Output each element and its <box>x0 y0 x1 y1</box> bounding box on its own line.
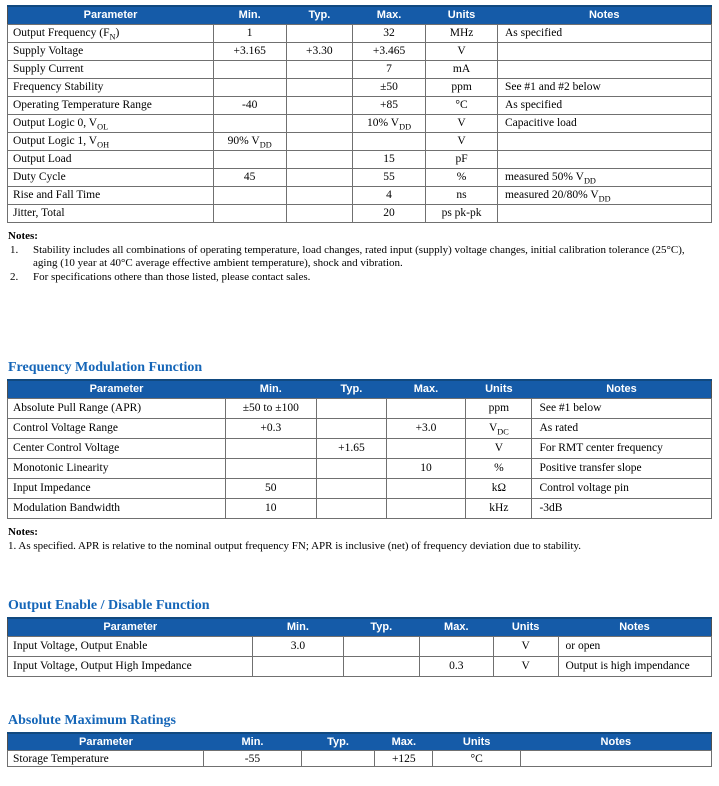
table-cell: 32 <box>352 24 425 42</box>
table-cell <box>213 204 286 222</box>
spec-table <box>7 379 712 519</box>
column-header-notes: Notes <box>521 733 712 751</box>
table-cell: Operating Temperature Range <box>8 96 214 114</box>
table-cell: +0.3 <box>225 418 317 438</box>
table-cell: As rated <box>532 418 712 438</box>
column-header-notes: Notes <box>497 6 711 24</box>
header-row <box>8 618 712 636</box>
note-number: 2. <box>10 270 19 283</box>
table-cell: 55 <box>352 168 425 186</box>
table-cell: Jitter, Total <box>8 204 214 222</box>
column-header-typ: Typ. <box>343 618 419 636</box>
table-cell <box>252 656 343 676</box>
table-cell <box>386 478 466 498</box>
note-item <box>7 271 712 285</box>
table-cell <box>286 186 352 204</box>
table-cell: -40 <box>213 96 286 114</box>
table-row <box>8 186 712 204</box>
table-cell <box>286 168 352 186</box>
column-header-max: Max. <box>352 6 425 24</box>
table-cell <box>286 78 352 96</box>
table-cell: % <box>466 458 532 478</box>
table-cell: ns <box>426 186 498 204</box>
table-cell: 4 <box>352 186 425 204</box>
table-cell: % <box>426 168 498 186</box>
spec-section <box>7 360 712 553</box>
table-cell <box>497 204 711 222</box>
spec-section <box>7 713 712 768</box>
table-cell: kΩ <box>466 478 532 498</box>
table-cell: pF <box>426 150 498 168</box>
table-cell <box>497 132 711 150</box>
table-cell: As specified <box>497 96 711 114</box>
table-cell: +3.30 <box>286 42 352 60</box>
section-title: Output Enable / Disable Function <box>8 598 210 613</box>
table-cell <box>225 458 317 478</box>
table-cell: Capacitive load <box>497 114 711 132</box>
table-cell <box>317 398 387 418</box>
table-cell <box>352 132 425 150</box>
section-title: Absolute Maximum Ratings <box>8 712 177 728</box>
table-cell: °C <box>426 96 498 114</box>
table-cell <box>286 150 352 168</box>
table-cell: Output Load <box>8 150 214 168</box>
table-cell: measured 50% $V_{DD}$ <box>497 168 711 186</box>
column-header-typ: Typ. <box>286 6 352 24</box>
table-cell <box>225 438 317 458</box>
table-cell: Output Frequency $(F_N)$ <box>8 24 214 42</box>
table-cell <box>286 24 352 42</box>
table-cell <box>317 458 387 478</box>
table-cell: Center Control Voltage <box>8 438 226 458</box>
note-item <box>7 244 712 271</box>
column-header-parameter: Parameter <box>8 733 204 751</box>
spec-table <box>7 617 712 677</box>
column-header-units: Units <box>433 733 521 751</box>
table-cell: kHz <box>466 498 532 518</box>
table-cell: Supply Voltage <box>8 42 214 60</box>
table-row <box>8 60 712 78</box>
table-cell: 1 <box>213 24 286 42</box>
table-cell <box>386 398 466 418</box>
table-cell: 15 <box>352 150 425 168</box>
column-header-min: Min. <box>204 733 301 751</box>
table-cell <box>317 478 387 498</box>
notes-heading: Notes: <box>8 525 38 538</box>
table-cell: Storage Temperature <box>8 751 204 767</box>
table-row <box>8 636 712 656</box>
table-cell: 20 <box>352 204 425 222</box>
table-cell <box>213 78 286 96</box>
table-cell: V <box>466 438 532 458</box>
table-row <box>8 478 712 498</box>
table-cell: Modulation Bandwidth <box>8 498 226 518</box>
column-header-typ: Typ. <box>301 733 375 751</box>
table-cell <box>497 150 711 168</box>
table-cell <box>343 636 419 656</box>
table-cell: Input Voltage, Output High Impedance <box>8 656 253 676</box>
table-cell: +3.165 <box>213 42 286 60</box>
table-cell: 3.0 <box>252 636 343 656</box>
column-header-notes: Notes <box>558 618 712 636</box>
table-row <box>8 24 712 42</box>
table-cell: 90% $V_{DD}$ <box>213 132 286 150</box>
table-row <box>8 96 712 114</box>
table-cell <box>419 636 493 656</box>
table-cell: Duty Cycle <box>8 168 214 186</box>
column-header-parameter: Parameter <box>8 380 226 398</box>
table-cell <box>386 498 466 518</box>
table-cell: ppm <box>466 398 532 418</box>
column-header-typ: Typ. <box>317 380 387 398</box>
table-row <box>8 656 712 676</box>
column-header-units: Units <box>466 380 532 398</box>
table-cell: Output Logic 0, $V_{OL}$ <box>8 114 214 132</box>
table-cell <box>301 751 375 767</box>
section-title: Frequency Modulation Function <box>8 360 203 375</box>
table-cell: +85 <box>352 96 425 114</box>
table-cell <box>286 60 352 78</box>
column-header-units: Units <box>426 6 498 24</box>
table-cell <box>213 186 286 204</box>
table-cell: Monotonic Linearity <box>8 458 226 478</box>
table-row <box>8 751 712 767</box>
table-cell: +1.65 <box>317 438 387 458</box>
table-cell: -55 <box>204 751 301 767</box>
spec-section <box>7 5 712 284</box>
table-cell: +125 <box>375 751 433 767</box>
table-cell: MHz <box>426 24 498 42</box>
table-cell: V <box>426 114 498 132</box>
table-cell: See #1 below <box>532 398 712 418</box>
column-header-max: Max. <box>386 380 466 398</box>
column-header-min: Min. <box>225 380 317 398</box>
table-row <box>8 418 712 438</box>
table-cell <box>386 438 466 458</box>
column-header-notes: Notes <box>532 380 712 398</box>
table-cell: +3.0 <box>386 418 466 438</box>
header-row <box>8 380 712 398</box>
table-cell: Input Impedance <box>8 478 226 498</box>
table-cell: Frequency Stability <box>8 78 214 96</box>
table-row <box>8 204 712 222</box>
table-cell <box>286 204 352 222</box>
table-cell <box>317 498 387 518</box>
table-cell <box>286 132 352 150</box>
table-cell: V <box>493 656 558 676</box>
table-cell: Control Voltage Range <box>8 418 226 438</box>
table-cell: As specified <box>497 24 711 42</box>
header-row <box>8 6 712 24</box>
table-cell <box>286 114 352 132</box>
table-cell: 45 <box>213 168 286 186</box>
table-cell: 10 <box>225 498 317 518</box>
table-row <box>8 438 712 458</box>
table-cell: Output is high impendance <box>558 656 712 676</box>
table-cell: ±50 to ±100 <box>225 398 317 418</box>
header-row <box>8 733 712 751</box>
table-cell <box>213 60 286 78</box>
table-cell: Rise and Fall Time <box>8 186 214 204</box>
table-cell <box>497 60 711 78</box>
table-cell <box>317 418 387 438</box>
table-cell: measured 20/80% $V_{DD}$ <box>497 186 711 204</box>
note-text: For specifications othere than those listed, please contact sales. <box>33 270 311 283</box>
table-cell: 50 <box>225 478 317 498</box>
table-row <box>8 132 712 150</box>
table-row <box>8 150 712 168</box>
table-cell: See #1 and #2 below <box>497 78 711 96</box>
column-header-parameter: Parameter <box>8 618 253 636</box>
column-header-max: Max. <box>375 733 433 751</box>
table-cell: 10 <box>386 458 466 478</box>
table-cell: 10% $V_{DD}$ <box>352 114 425 132</box>
table-cell: Supply Current <box>8 60 214 78</box>
table-cell: ps pk-pk <box>426 204 498 222</box>
table-cell <box>213 150 286 168</box>
table-cell: Output Logic 1, $V_{OH}$ <box>8 132 214 150</box>
notes-heading: Notes: <box>8 229 38 242</box>
table-cell: Positive transfer slope <box>532 458 712 478</box>
table-cell: ppm <box>426 78 498 96</box>
table-cell: V <box>426 42 498 60</box>
table-cell <box>213 114 286 132</box>
table-cell: Absolute Pull Range (APR) <box>8 398 226 418</box>
spec-table <box>7 732 712 768</box>
table-cell: +3.465 <box>352 42 425 60</box>
table-cell <box>497 42 711 60</box>
table-cell: -3dB <box>532 498 712 518</box>
column-header-max: Max. <box>419 618 493 636</box>
table-cell: mA <box>426 60 498 78</box>
table-cell: V <box>493 636 558 656</box>
column-header-parameter: Parameter <box>8 6 214 24</box>
column-header-min: Min. <box>213 6 286 24</box>
table-cell: 0.3 <box>419 656 493 676</box>
spec-table <box>7 5 712 223</box>
table-cell: °C <box>433 751 521 767</box>
spec-section <box>7 598 712 677</box>
table-row <box>8 78 712 96</box>
note-text: 1. As specified. APR is relative to the nominal output frequency FN; APR is inclusive (net) of frequency deviation due to stability. <box>8 539 582 552</box>
table-cell: or open <box>558 636 712 656</box>
table-cell <box>286 96 352 114</box>
note-number: 1. <box>10 243 19 256</box>
notes-block <box>7 525 712 554</box>
table-cell: 7 <box>352 60 425 78</box>
column-header-units: Units <box>493 618 558 636</box>
table-row <box>8 498 712 518</box>
table-row <box>8 398 712 418</box>
column-header-min: Min. <box>252 618 343 636</box>
notes-block <box>7 229 712 285</box>
table-cell: Input Voltage, Output Enable <box>8 636 253 656</box>
table-cell: V <box>426 132 498 150</box>
note-text: Stability includes all combinations of operating temperature, load changes, rated input (supply) voltage changes, initial calibration tolerance (25°C), aging (10 year at 40°C average effective ambient temperature), shock and vibration. <box>33 243 685 269</box>
table-row <box>8 42 712 60</box>
table-cell <box>343 656 419 676</box>
table-cell: ±50 <box>352 78 425 96</box>
table-cell <box>521 751 712 767</box>
table-row <box>8 114 712 132</box>
table-row <box>8 168 712 186</box>
table-cell: Control voltage pin <box>532 478 712 498</box>
table-cell: $V_{DC}$ <box>466 418 532 438</box>
table-row <box>8 458 712 478</box>
table-cell: For RMT center frequency <box>532 438 712 458</box>
